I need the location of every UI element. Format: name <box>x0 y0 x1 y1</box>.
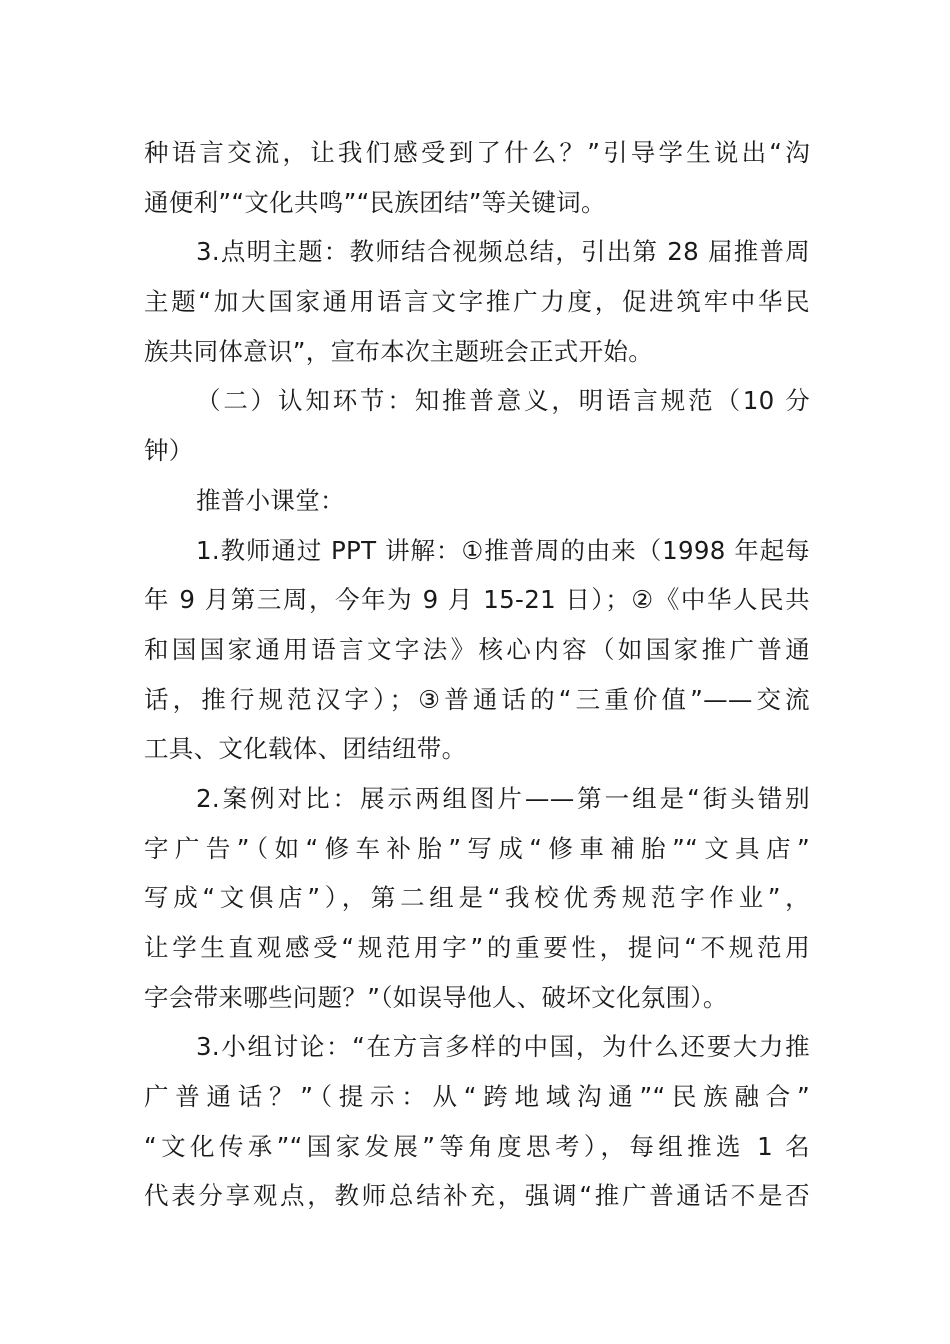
text-line: 2.案例对比：展示两组图片——第一组是“街头错别 <box>196 783 810 813</box>
text-line: 通便利”“文化共鸣”“民族团结”等关键词。 <box>144 187 606 217</box>
text-line: 和国国家通用语言文字法》核心内容（如国家推广普通 <box>144 634 810 664</box>
text-line: 种语言交流，让我们感受到了什么？”引导学生说出“沟 <box>144 138 810 167</box>
text-line: 广普通话？”（提示：从“跨地域沟通”“民族融合” <box>144 1082 810 1112</box>
text-line: 字会带来哪些问题？”（如误导他人、破坏文化氛围）。 <box>144 982 728 1012</box>
text-line: 1.教师通过 PPT 讲解：①推普周的由来（1998 年起每 <box>196 535 810 565</box>
section-heading: （二）认知环节：知推普意义，明语言规范（10 分 <box>196 386 810 416</box>
text-line: “文化传承”“国家发展”等角度思考），每组推选 1 名 <box>144 1131 810 1161</box>
text-line: 3.小组讨论：“在方言多样的中国，为什么还要大力推 <box>196 1032 810 1062</box>
text-line: 3.点明主题：教师结合视频总结，引出第 28 届推普周 <box>196 237 810 267</box>
section-heading: 钟） <box>144 436 194 466</box>
text-line: 字广告”（如“修车补胎”写成“修車補胎”“文具店” <box>144 833 810 863</box>
text-line: 让学生直观感受“规范用字”的重要性，提问“不规范用 <box>144 933 810 962</box>
text-line: 代表分享观点，教师总结补充，强调“推广普通话不是否 <box>144 1181 810 1211</box>
text-line: 工具、文化载体、团结纽带。 <box>144 734 467 764</box>
text-line: 主题“加大国家通用语言文字推广力度，促进筑牢中华民 <box>144 287 810 317</box>
text-line: 话，推行规范汉字）；③普通话的“三重价值”——交流 <box>144 684 810 714</box>
body-text <box>144 128 810 1221</box>
subheading: 推普小课堂： <box>196 485 345 515</box>
text-line: 写成“文俱店”），第二组是“我校优秀规范字作业”， <box>144 883 810 913</box>
text-line: 年 9 月第三周，今年为 9 月 15-21 日）；②《中华人民共 <box>144 585 810 615</box>
text-line: 族共同体意识”，宣布本次主题班会正式开始。 <box>144 336 653 366</box>
